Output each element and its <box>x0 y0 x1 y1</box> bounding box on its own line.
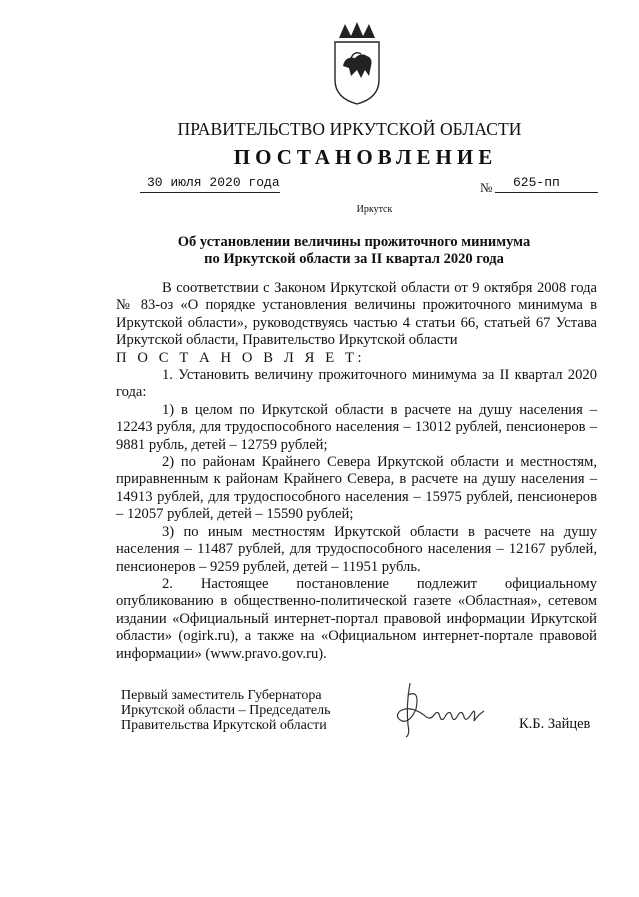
sub-item-3: 3) по иным местностям Иркутской области в расчете на душу населения – 11487 рублей, для трудоспособного населения – 12167 рублей, пенсионеров – 9259 рублей, детей – 11951 рубль. <box>116 523 597 575</box>
signer-position <box>121 688 371 733</box>
preamble: В соответствии с Законом Иркутской области от 9 октября 2008 года № 83-оз «О порядке установления величины прожиточного минимума в Иркутской области», руководствуясь частью 4 статьи 66, статьей 67 Устава Иркутской области, Правительство Иркутской области <box>116 280 597 349</box>
item-1: 1. Установить величину прожиточного минимума за II квартал 2020 года: <box>116 367 597 401</box>
decree-word: П О С Т А Н О В Л Я Е Т: <box>116 349 366 366</box>
handwritten-signature <box>380 675 495 750</box>
date-underline <box>140 192 280 193</box>
document-body <box>116 280 597 663</box>
document-title <box>120 234 588 268</box>
document-type: ПОСТАНОВЛЕНИЕ <box>233 145 498 169</box>
signer-name: К.Б. Зайцев <box>519 716 591 732</box>
signer-position-line-3: Правительства Иркутской области <box>121 718 327 733</box>
item-2: 2. Настоящее постановление подлежит официальному опубликованию в общественно-политической газете «Областная», сетевом издании «Официальный интернет-портал правовой информации Иркутской области» (ogirk.ru), а также на «Официальном интернет-портале правовой информации» (www.pravo.gov.ru). <box>116 575 597 662</box>
number-sign: № <box>480 180 493 195</box>
document-number: 625-пп <box>513 175 560 190</box>
sub-item-2: 2) по районам Крайнего Севера Иркутской области и местностям, приравненным к районам Крайнего Севера, в расчете на душу населения – 14913 рублей, для трудоспособного населения – 15975 рублей, пенсионеров – 12057 рублей, детей – 15590 рублей; <box>116 454 597 523</box>
document-date: 30 июля 2020 года <box>147 175 280 190</box>
signer-position-line-2: Иркутской области – Председатель <box>121 703 331 718</box>
government-name: ПРАВИТЕЛЬСТВО ИРКУТСКОЙ ОБЛАСТИ <box>177 119 522 139</box>
title-line-1: Об установлении величины прожиточного минимума <box>177 234 531 250</box>
city: Иркутск <box>356 204 393 215</box>
signer-position-line-1: Первый заместитель Губернатора <box>121 688 322 703</box>
number-underline <box>495 192 598 193</box>
title-line-2: по Иркутской области за II квартал 2020 года <box>204 251 504 267</box>
sub-item-1: 1) в целом по Иркутской области в расчете на душу населения – 12243 рубля, для трудоспособного населения – 13012 рублей, пенсионеров – 9881 рубль, детей – 12759 рублей; <box>116 401 597 453</box>
coat-of-arms-icon <box>331 20 383 106</box>
